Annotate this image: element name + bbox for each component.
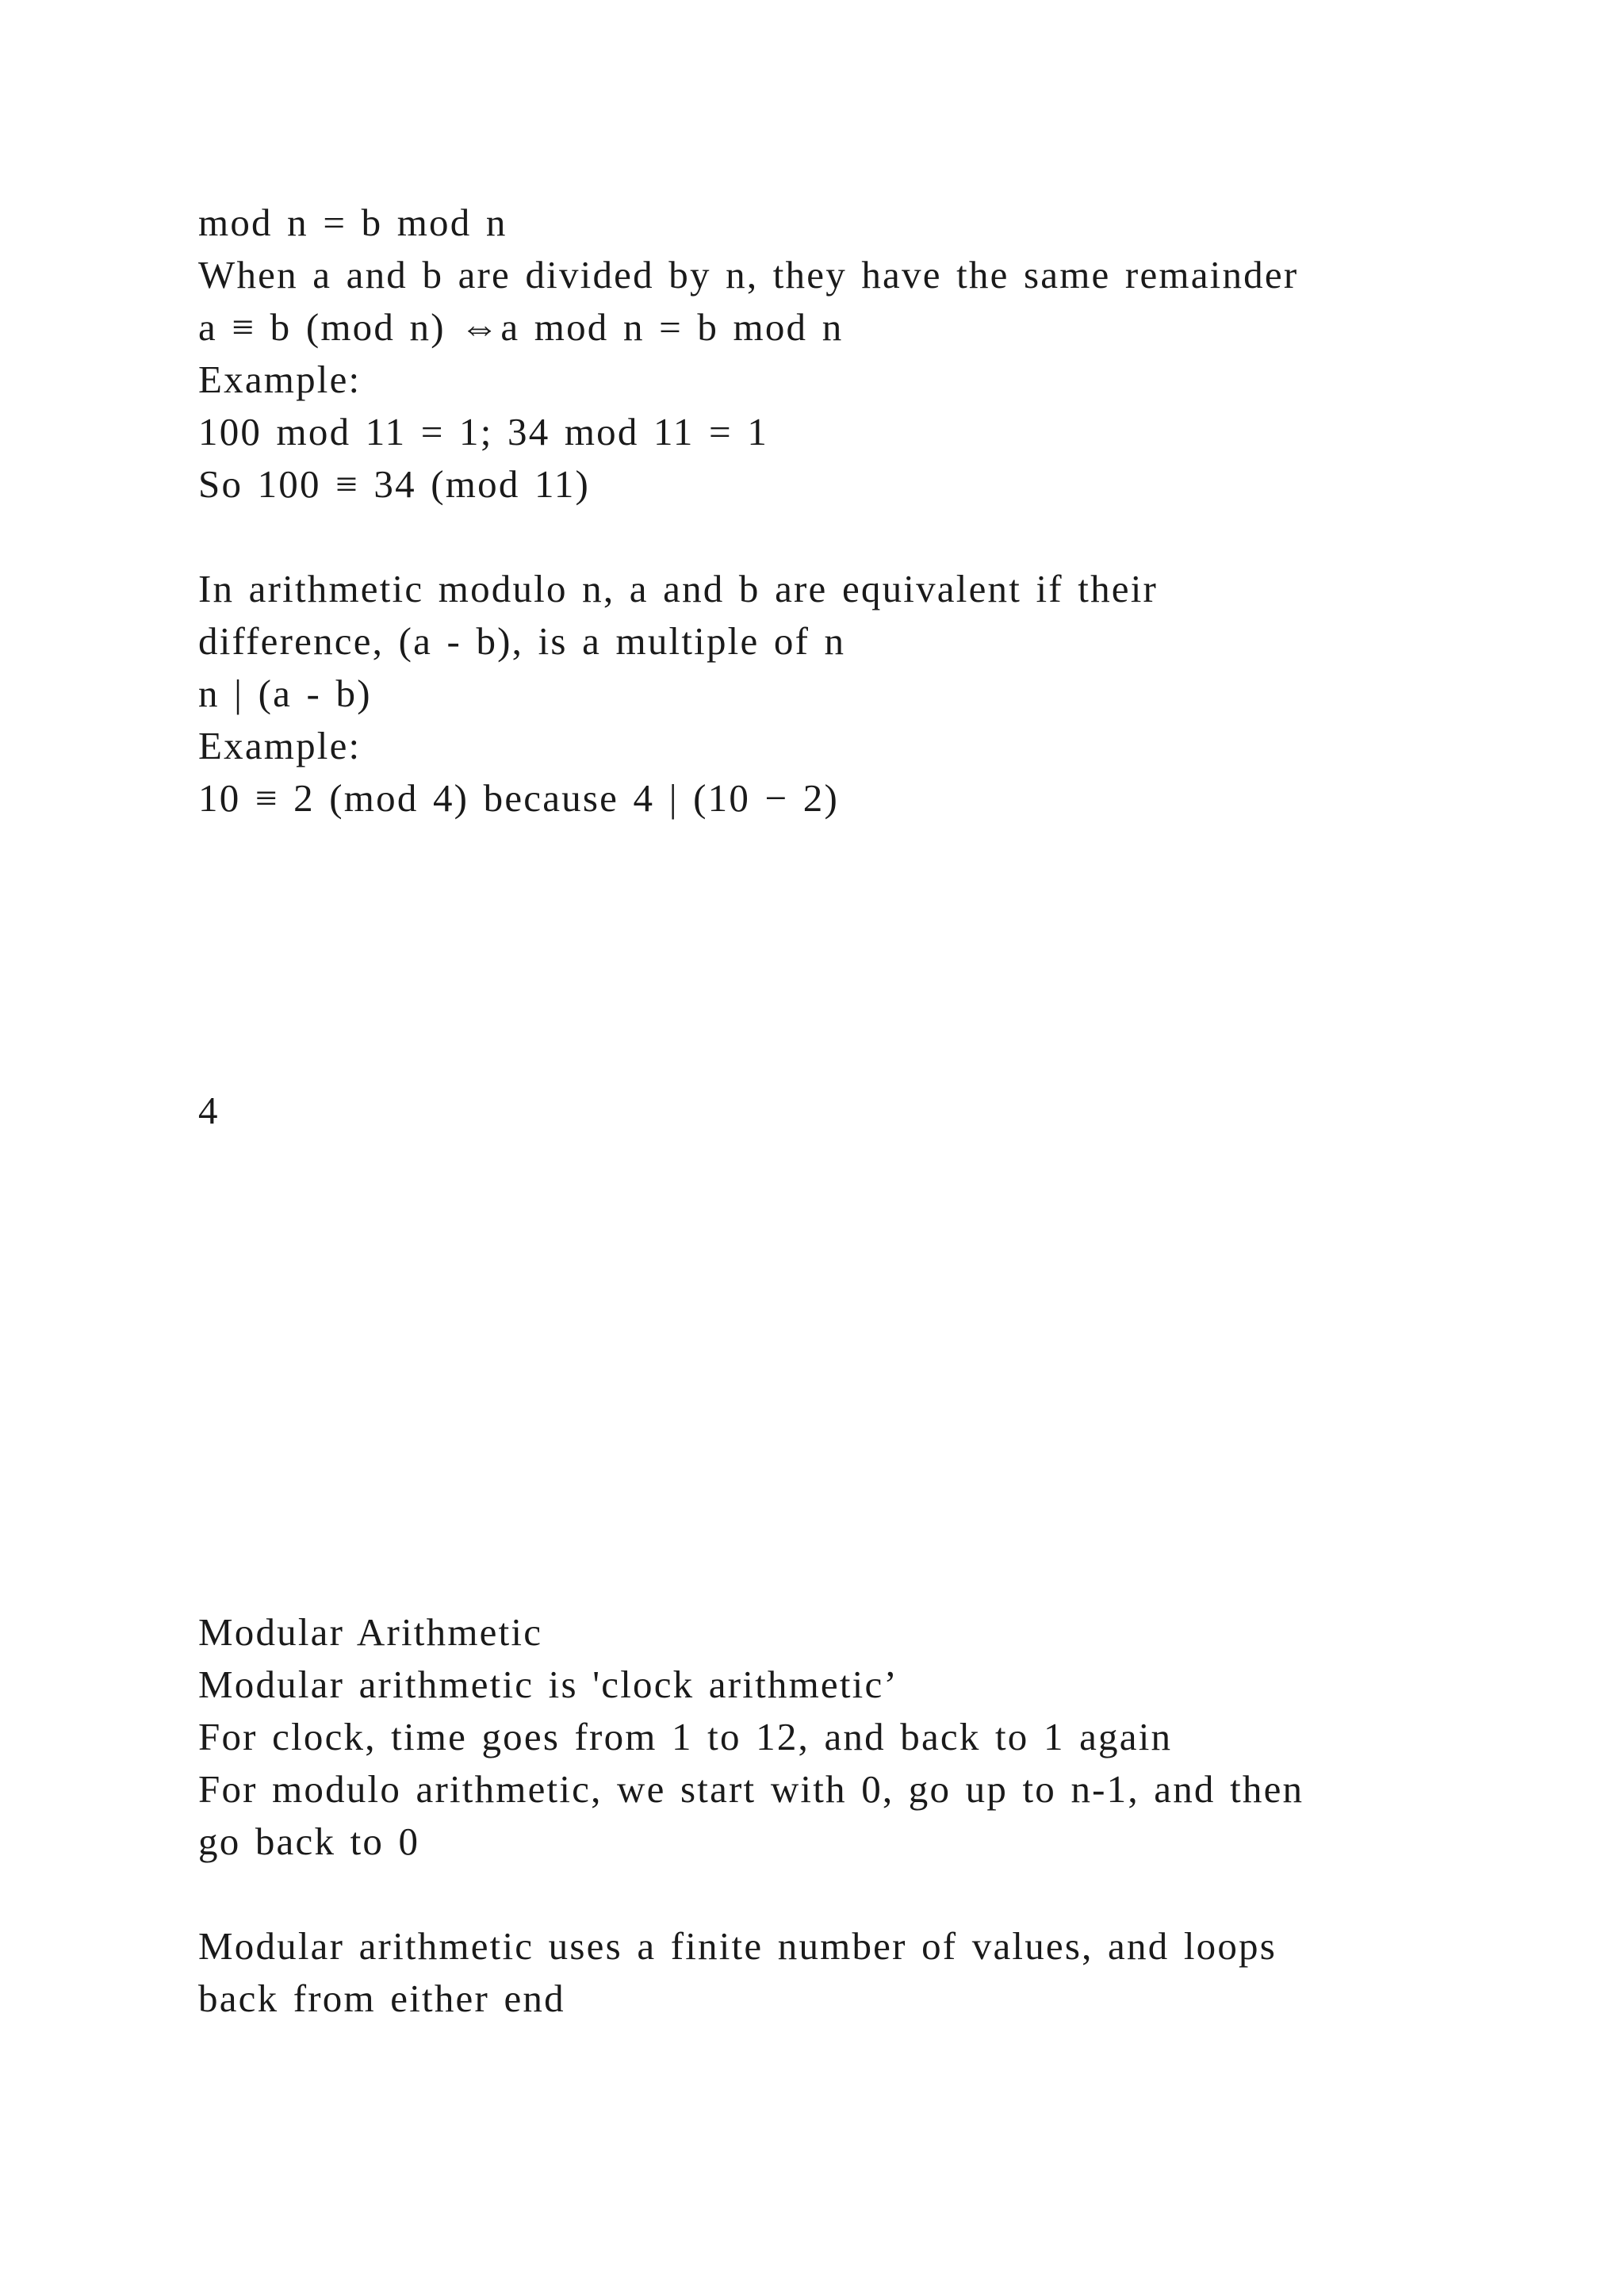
- text-line: Modular arithmetic uses a finite number of values, and loops: [198, 1924, 1277, 1968]
- text-line: 10 ≡ 2 (mod 4) because 4 | (10 − 2): [198, 776, 840, 820]
- text-line: In arithmetic modulo n, a and b are equivalent if their: [198, 567, 1159, 610]
- text-line: For clock, time goes from 1 to 12, and back to 1 again: [198, 1715, 1173, 1758]
- text-line: Modular arithmetic is 'clock arithmetic’: [198, 1663, 898, 1706]
- text-line: mod n = b mod n: [198, 201, 508, 244]
- text-line: For modulo arithmetic, we start with 0, go up to n-1, and then: [198, 1767, 1304, 1811]
- text-line: back from either end: [198, 1976, 565, 2020]
- text-line: Example:: [198, 358, 362, 401]
- text-line: a ≡ b (mod n) ⇔a mod n = b mod n: [198, 305, 844, 349]
- section-title: Modular Arithmetic: [198, 1610, 543, 1654]
- page-number: 4: [198, 1089, 220, 1132]
- text-line: n | (a - b): [198, 672, 372, 715]
- text-line: When a and b are divided by n, they have the same remainder: [198, 253, 1299, 297]
- text-line: Example:: [198, 724, 362, 767]
- text-line: So 100 ≡ 34 (mod 11): [198, 462, 591, 506]
- text-line: difference, (a - b), is a multiple of n: [198, 619, 846, 663]
- text-line: 100 mod 11 = 1; 34 mod 11 = 1: [198, 410, 769, 453]
- text-line: go back to 0: [198, 1820, 420, 1863]
